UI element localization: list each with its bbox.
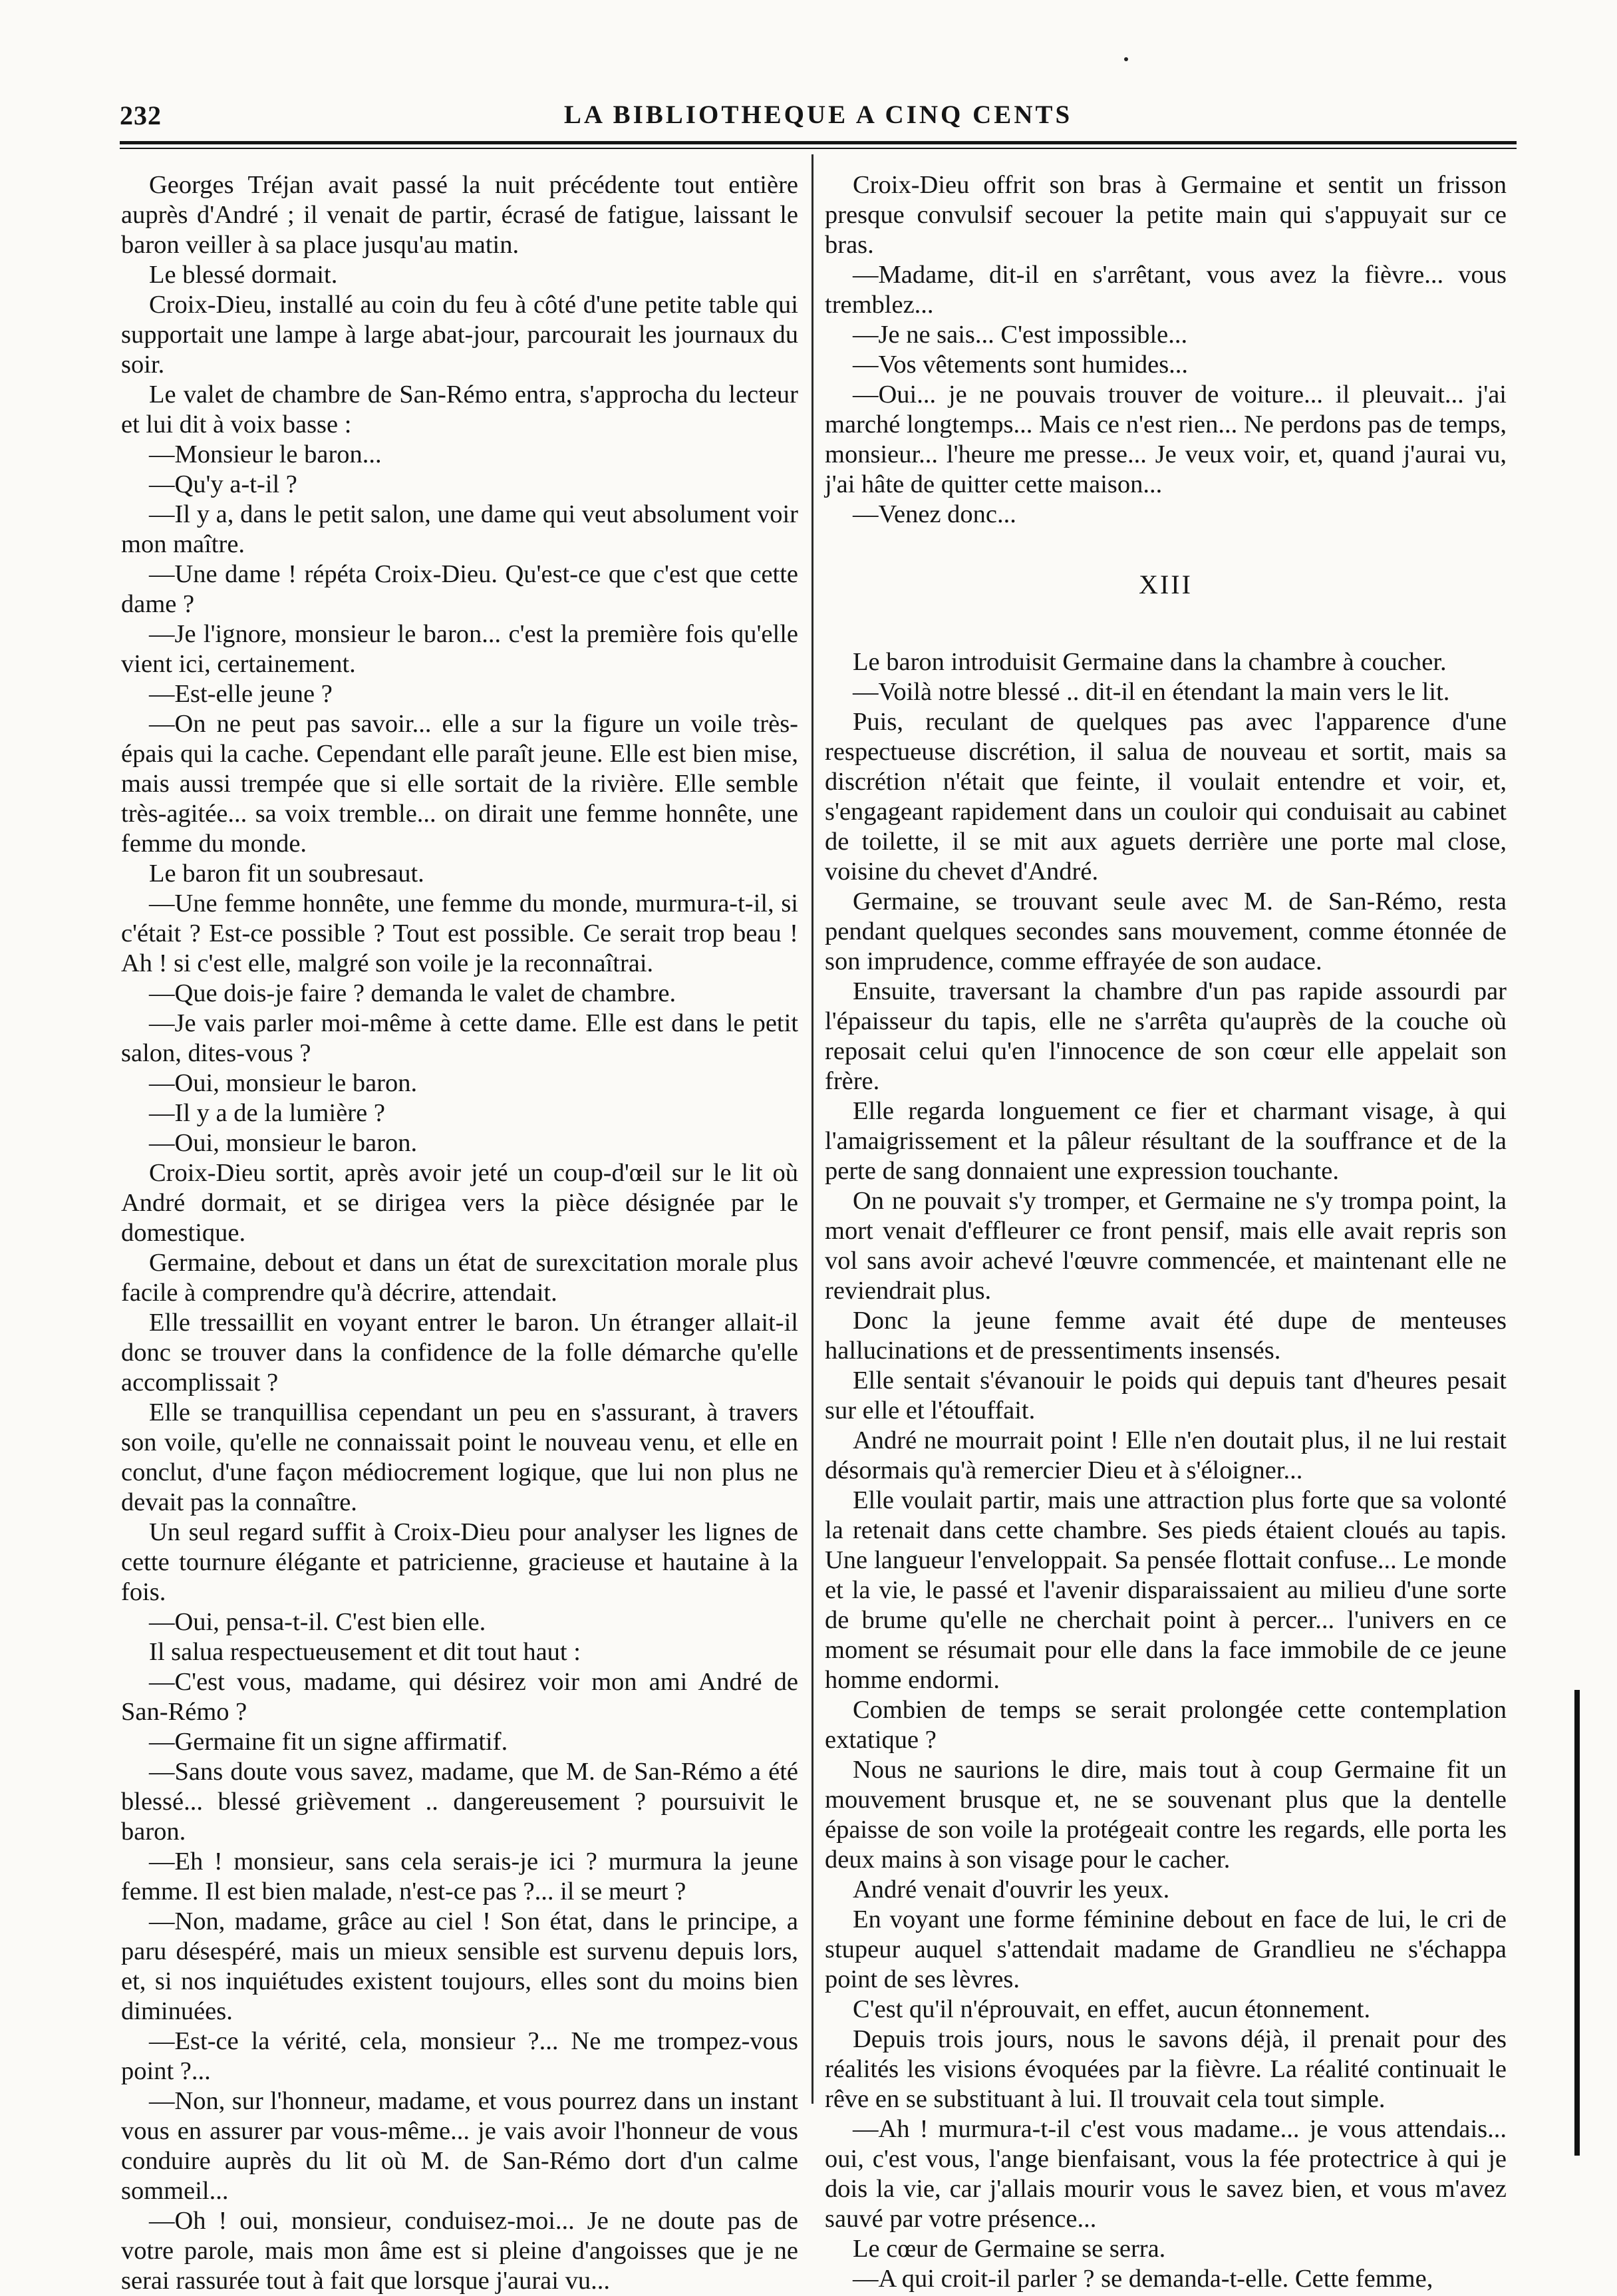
paragraph: —Qu'y a-t-il ? <box>149 470 297 498</box>
page-number: 232 <box>120 100 162 130</box>
paragraph: Croix-Dieu, installé au coin du feu à côté d'une petite table qui supportait une lampe à large abat-jour, parcourait les journaux du soir. <box>121 291 798 379</box>
paragraph: —Eh ! monsieur, sans cela serais-je ici ? murmura la jeune femme. Il est bien malade, n'est-ce pas ?... il se meurt ? <box>121 1848 798 1905</box>
paragraph: —On ne peut pas savoir... elle a sur la figure un voile très-épais qui la cache. Cependant elle paraît jeune. Elle est bien mise, mais aussi trempée que si elle sortait de la rivière. Elle semble très-agitée... sa voix tremble... on dirait une femme honnête, une femme du monde. <box>121 710 798 858</box>
paragraph: —Non, sur l'honneur, madame, et vous pourrez dans un instant vous en assurer par vous-même... je vais avoir l'honneur de vous conduire auprès du lit où M. de San-Rémo dort d'un calme sommeil... <box>121 2087 798 2205</box>
paragraph: —Madame, dit-il en s'arrêtant, vous avez la fièvre... vous tremblez... <box>825 261 1507 319</box>
paragraph: —Une femme honnête, une femme du monde, murmura-t-il, si c'était ? Est-ce possible ? Tout est possible. Ce serait trop beau ! Ah ! si c'est elle, malgré son voile je la reconnaîtrai. <box>121 890 798 977</box>
paragraph: —Je ne sais... C'est impossible... <box>853 321 1188 349</box>
paragraph: Il salua respectueusement et dit tout haut : <box>149 1638 581 1666</box>
paragraph: —Oui, monsieur le baron. <box>149 1129 418 1157</box>
column-divider <box>811 154 813 2104</box>
paragraph: Le valet de chambre de San-Rémo entra, s'approcha du lecteur et lui dit à voix basse : <box>121 381 798 438</box>
paragraph: —Oui, monsieur le baron. <box>149 1069 418 1097</box>
paragraph: Le baron fit un soubresaut. <box>149 860 424 888</box>
paragraph: —Je l'ignore, monsieur le baron... c'est la première fois qu'elle vient ici, certainement. <box>121 620 798 678</box>
paragraph: Puis, reculant de quelques pas avec l'apparence d'une respectueuse discrétion, il salua de nouveau et sortit, mais sa discrétion n'était que feinte, il voulait entendre et voir, et, s'engageant rapidement dans un couloir qui conduisait au cabinet de toilette, il se mit aux aguets derrière une porte mal close, voisine du chevet d'André. <box>825 708 1507 886</box>
paragraph: —Oui, pensa-t-il. C'est bien elle. <box>149 1608 486 1636</box>
paragraph: Elle sentait s'évanouir le poids qui depuis tant d'heures pesait sur elle et l'étouffait. <box>825 1367 1507 1424</box>
paragraph: Le blessé dormait. <box>149 261 338 289</box>
paragraph: Elle se tranquillisa cependant un peu en s'assurant, à travers son voile, qu'elle ne connaissait point le nouveau venu, et elle en conclut, d'une façon médiocrement logique, que lui non plus ne devait pas la connaître. <box>121 1398 798 1516</box>
paragraph: Ensuite, traversant la chambre d'un pas rapide assourdi par l'épaisseur du tapis, elle ne s'arrêta qu'auprès de la couche où reposait celui qu'en l'innocence de son cœur elle appelait son frère. <box>825 977 1507 1095</box>
paragraph: —Venez donc... <box>853 500 1016 528</box>
paragraph: —Il y a de la lumière ? <box>149 1099 385 1127</box>
paragraph: —Non, madame, grâce au ciel ! Son état, dans le principe, a paru désespéré, mais un mieux sensible est survenu depuis lors, et, si nos inquiétudes existent toujours, elles sont du moins bien diminuées. <box>121 1907 798 2025</box>
header-rule-thick <box>120 141 1517 144</box>
paragraph: André venait d'ouvrir les yeux. <box>853 1876 1170 1903</box>
paragraph: Elle tressaillit en voyant entrer le baron. Un étranger allait-il donc se trouver dans la confidence de la folle démarche qu'elle accomplissait ? <box>121 1309 798 1396</box>
right-column-text-after-heading <box>825 647 1507 2294</box>
paragraph: —Sans doute vous savez, madame, que M. de San-Rémo a été blessé... blessé grièvement .. dangereusement ? poursuivit le baron. <box>121 1758 798 1846</box>
paragraph: Combien de temps se serait prolongée cette contemplation extatique ? <box>825 1696 1507 1754</box>
paragraph: —Oh ! oui, monsieur, conduisez-moi... Je ne doute pas de votre parole, mais mon âme est si pleine d'angoisses que je ne serai rassurée tout à fait que lorsque j'aurai vu... <box>121 2207 798 2295</box>
paragraph: Nous ne saurions le dire, mais tout à coup Germaine fit un mouvement brusque et, ne se souvenant plus que la dentelle épaisse de son voile la protégeait contre les regards, elle porta les deux mains à son visage pour le cacher. <box>825 1756 1507 1874</box>
paragraph: En voyant une forme féminine debout en face de lui, le cri de stupeur auquel s'attendait madame de Grandlieu ne s'échappa point de ses lèvres. <box>825 1905 1507 1993</box>
left-column <box>121 170 798 2295</box>
paragraph: —Est-ce la vérité, cela, monsieur ?... Ne me trompez-vous point ?... <box>121 2027 798 2085</box>
paragraph: —Est-elle jeune ? <box>149 680 333 708</box>
paragraph: Depuis trois jours, nous le savons déjà, il prenait pour des réalités les visions évoquées par la fièvre. La réalité continuait le rêve en se substituant à lui. Il trouvait cela tout simple. <box>825 2025 1507 2113</box>
paragraph: —A qui croit-il parler ? se demanda-t-elle. Cette femme, <box>853 2265 1433 2293</box>
right-column <box>825 170 1507 2293</box>
ink-speck <box>1124 57 1128 61</box>
paragraph: André ne mourrait point ! Elle n'en doutait plus, il ne lui restait désormais qu'à remercier Dieu et à s'éloigner... <box>825 1426 1507 1484</box>
paragraph: C'est qu'il n'éprouvait, en effet, aucun étonnement. <box>853 1995 1371 2023</box>
paragraph: Elle regarda longuement ce fier et charmant visage, à qui l'amaigrissement et la pâleur résultant de la souffrance et de la perte de sang donnaient une expression touchante. <box>825 1097 1507 1185</box>
page-edge-shadow <box>1574 1690 1580 2156</box>
paragraph: —Je vais parler moi-même à cette dame. Elle est dans le petit salon, dites-vous ? <box>121 1009 798 1067</box>
paragraph: —Germaine fit un signe affirmatif. <box>149 1728 508 1756</box>
paragraph: —Il y a, dans le petit salon, une dame qui veut absolument voir mon maître. <box>121 500 798 558</box>
paragraph: —Voilà notre blessé .. dit-il en étendant la main vers le lit. <box>853 678 1450 706</box>
paragraph: Un seul regard suffit à Croix-Dieu pour analyser les lignes de cette tournure élégante et patricienne, gracieuse et hautaine à la fois. <box>121 1518 798 1606</box>
chapter-heading: XIII <box>1139 570 1193 599</box>
paragraph: Donc la jeune femme avait été dupe de menteuses hallucinations et de pressentiments insensés. <box>825 1307 1507 1365</box>
paragraph: —Une dame ! répéta Croix-Dieu. Qu'est-ce que c'est que cette dame ? <box>121 560 798 618</box>
header-rule-thin <box>120 148 1517 149</box>
paragraph: On ne pouvait s'y tromper, et Germaine ne s'y trompa point, la mort venait d'effleurer ce front pensif, mais elle avait repris son vol sans avoir achevé l'œuvre commencée, et maintenant elle ne reviendrait plus. <box>825 1187 1507 1305</box>
paragraph: Germaine, debout et dans un état de surexcitation morale plus facile à comprendre qu'à décrire, attendait. <box>121 1249 798 1307</box>
paragraph: Elle voulait partir, mais une attraction plus forte que sa volonté la retenait dans cette chambre. Ses pieds étaient cloués au tapis. Une langueur l'enveloppait. Sa pensée flottait confuse... Le monde et la vie, le passé et l'avenir disparaissaient au milieu d'une sorte de brume qu'elle ne cherchait point à percer... l'univers en ce moment se résumait pour elle dans la face immobile de ce jeune homme endormi. <box>825 1486 1507 1694</box>
paragraph: —Oui... je ne pouvais trouver de voiture... il pleuvait... j'ai marché longtemps... Mais ce n'est rien... Ne perdons pas de temps, monsieur... l'heure me presse... Je veux voir, et, quand j'aurai vu, j'ai hâte de quitter cette maison... <box>825 381 1507 498</box>
paragraph: —Ah ! murmura-t-il c'est vous madame... je vous attendais... oui, c'est vous, l'ange bienfaisant, vous la fée protectrice à qui je dois la vie, car j'allais mourir vous le savez bien, et vous m'avez sauvé par votre présence... <box>825 2115 1507 2233</box>
running-title: LA BIBLIOTHEQUE A CINQ CENTS <box>563 100 1073 129</box>
paragraph: Le baron introduisit Germaine dans la chambre à coucher. <box>853 648 1447 676</box>
paragraph: Le cœur de Germaine se serra. <box>853 2235 1166 2263</box>
paragraph: —C'est vous, madame, qui désirez voir mon ami André de San-Rémo ? <box>121 1668 798 1726</box>
paragraph: —Vos vêtements sont humides... <box>853 351 1189 379</box>
paragraph: —Monsieur le baron... <box>149 440 382 468</box>
paragraph: Georges Tréjan avait passé la nuit précédente tout entière auprès d'André ; il venait de partir, écrasé de fatigue, laissant le baron veiller à sa place jusqu'au matin. <box>121 171 798 259</box>
paragraph: —Que dois-je faire ? demanda le valet de chambre. <box>149 979 676 1007</box>
paragraph: Croix-Dieu sortit, après avoir jeté un coup-d'œil sur le lit où André dormait, et se dirigea vers la pièce désignée par le domestique. <box>121 1159 798 1247</box>
page-header <box>120 100 1517 140</box>
paragraph: Germaine, se trouvant seule avec M. de San-Rémo, resta pendant quelques secondes sans mouvement, comme étonnée de son imprudence, comme effrayée de son audace. <box>825 888 1507 975</box>
right-column-text-before-heading <box>825 170 1507 530</box>
paragraph: Croix-Dieu offrit son bras à Germaine et sentit un frisson presque convulsif secouer la petite main qui s'appuyait sur ce bras. <box>825 171 1507 259</box>
